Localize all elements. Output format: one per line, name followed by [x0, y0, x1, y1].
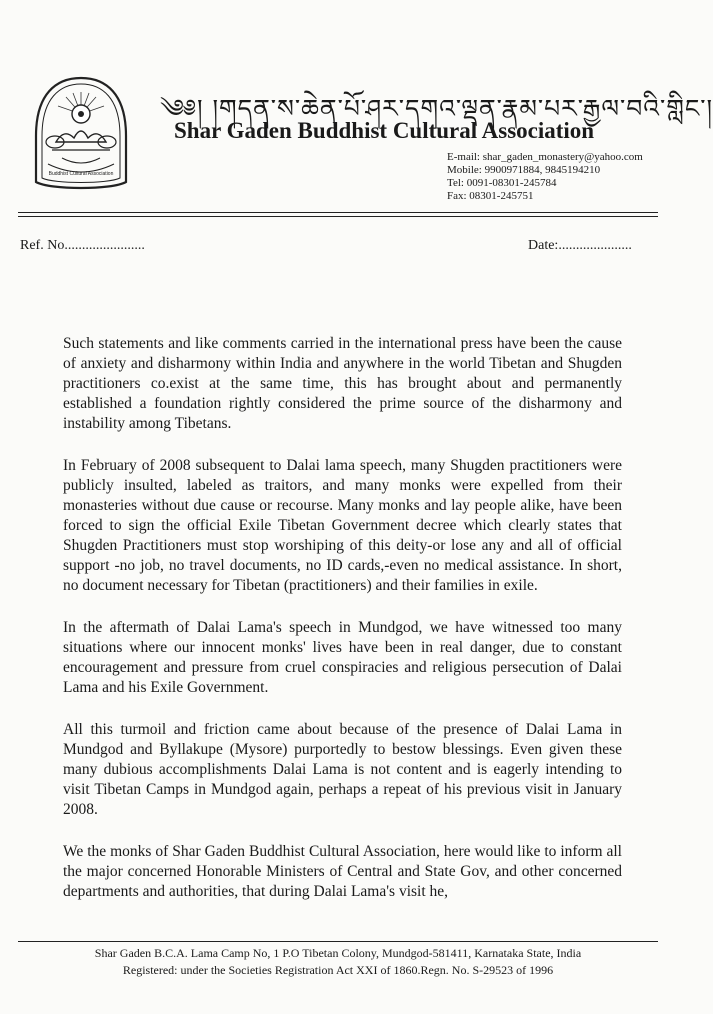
letter-body [63, 334, 622, 924]
reference-number: Ref. No....................... [20, 238, 145, 253]
tel-line: Tel: 0091-08301-245784 [447, 177, 557, 189]
svg-text:Buddhist Cultural Association: Buddhist Cultural Association [48, 171, 114, 177]
fax-line: Fax: 08301-245751 [447, 190, 534, 202]
header-divider [18, 212, 658, 213]
paragraph: Such statements and like comments carried in the international press have been the cause of anxiety and disharmony within India and anywhere in the world Tibetan and Shugden practitioners co.exist at the same time, this has brought about and permanently established a foundation rightly considered the prime source of the disharmony and instability among Tibetans. [63, 335, 622, 432]
footer-registration: Registered: under the Societies Registration Act XXI of 1860.Regn. No. S-29523 of 1996 [122, 963, 554, 977]
organization-name: Shar Gaden Buddhist Cultural Association [174, 118, 595, 143]
header-divider-secondary [18, 216, 658, 217]
paragraph: In February of 2008 subsequent to Dalai lama speech, many Shugden practitioners were publicly insulted, labeled as traitors, and many monks were expelled from their monasteries without due cause or recourse. Many monks and lay people alike, have been forced to sign the official Exile Tibetan Government decree which clearly states that Shugden Practitioners must stop worshiping of this deity-or lose any and all of official support -no job, no travel documents, no ID cards,-even no medical assistance. In short, no document necessary for Tibetan (practitioners) and their families in exile. [63, 457, 622, 594]
tibetan-title: ༄༅། །གདན་ས་ཆེན་པོ་ཤར་དགའ་ལྡན་རྣམ་པར་རྒྱལ་བའི་གླིང་། [160, 94, 713, 123]
paragraph: In the aftermath of Dalai Lama's speech in Mundgod, we have witnessed too many situations where our innocent monks' lives have been in real danger, due to constant encouragement and pressure from cruel conspiracies and religious persecution of Dalai Lama and his Exile Government. [63, 619, 622, 696]
paragraph: All this turmoil and friction came about because of the presence of Dalai Lama in Mundgod and Byllakupe (Mysore) purportedly to bestow blessings. Even given these many dubious accomplishments Dalai Lama is not content and is eagerly intending to visit Tibetan Camps in Mundgod again, perhaps a repeat of his previous visit in January 2008. [63, 721, 622, 818]
footer-line: Shar Gaden B.C.A. Lama Camp No, 1 P.O Tibetan Colony, Mundgod-581411, Karnataka State, India [94, 946, 582, 960]
footer-divider [18, 941, 658, 942]
date-field: Date:..................... [528, 238, 632, 253]
footer-address [18, 945, 658, 979]
mobile-line: Mobile: 9900971884, 9845194210 [447, 164, 601, 176]
contact-block [447, 151, 643, 203]
paragraph: We the monks of Shar Gaden Buddhist Cultural Association, here would like to inform all the major concerned Honorable Ministers of Central and State Gov, and other concerned departments and authorities, that during Dalai Lama's visit he, [63, 843, 622, 900]
email-line: E-mail: shar_gaden_monastery@yahoo.com [447, 151, 643, 163]
association-seal-logo [22, 72, 140, 196]
